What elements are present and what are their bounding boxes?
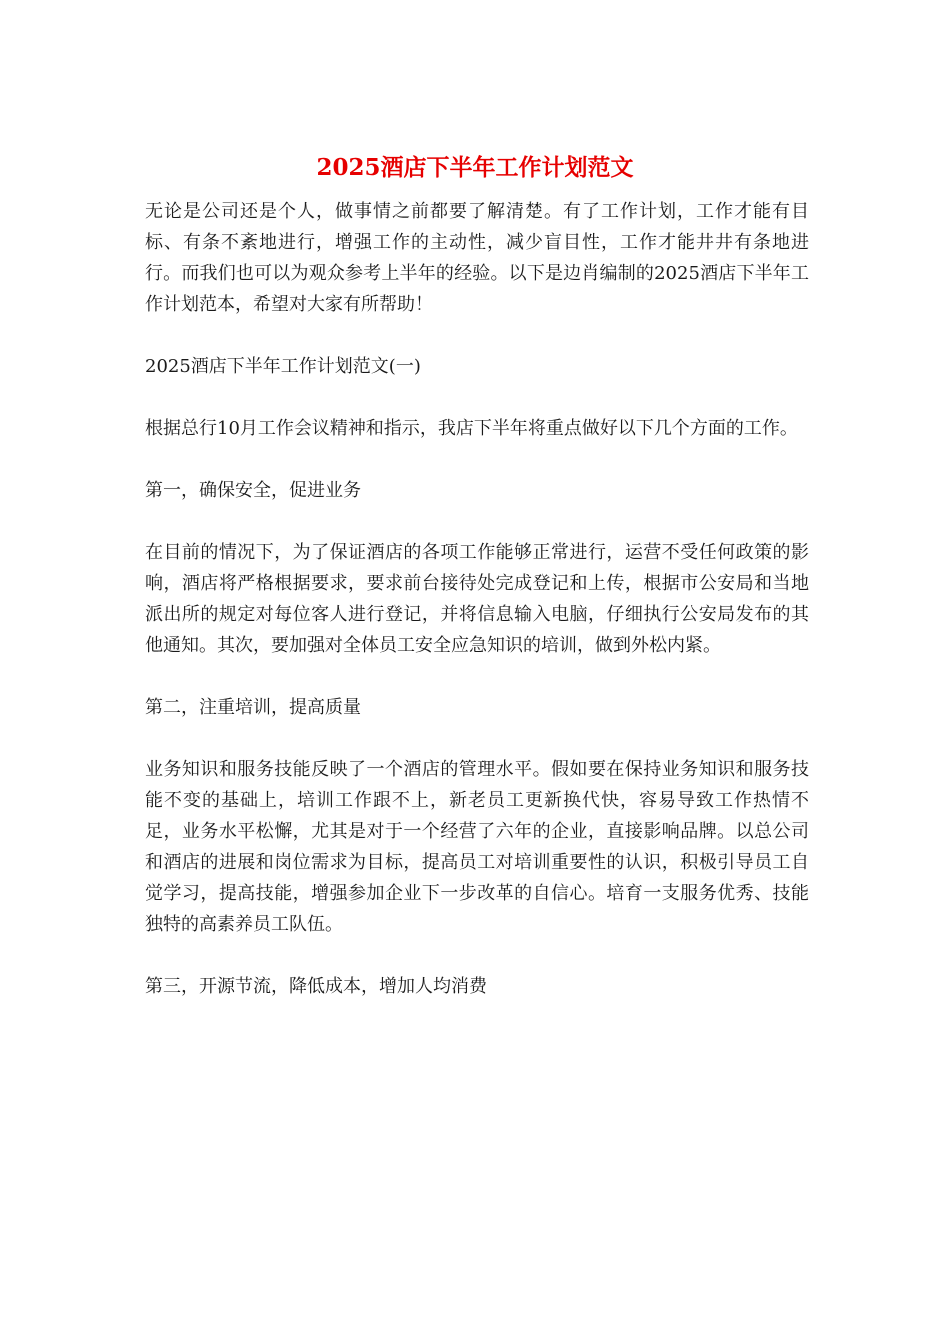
document-body: [145, 196, 809, 1033]
section-heading: 第一，确保安全，促进业务: [145, 480, 361, 501]
document-title: 2025酒店下半年工作计划范文: [316, 154, 634, 181]
body-paragraph: 在目前的情况下，为了保证酒店的各项工作能够正常进行，运营不受任何政策的影响，酒店将严格根据要求，要求前台接待处完成登记和上传，根据市公安局和当地派出所的规定对每位客人进行登记，并将信息输入电脑，仔细执行公安局发布的其他通知。其次，要加强对全体员工安全应急知识的培训，做到外松内紧。: [145, 542, 809, 656]
body-paragraph: 业务知识和服务技能反映了一个酒店的管理水平。假如要在保持业务知识和服务技能不变的基础上，培训工作跟不上，新老员工更新换代快，容易导致工作热情不足，业务水平松懈，尤其是对于一个经营了六年的企业，直接影响品牌。以总公司和酒店的进展和岗位需求为目标，提高员工对培训重要性的认识，积极引导员工自觉学习，提高技能，增强参加企业下一步改革的自信心。培育一支服务优秀、技能独特的高素养员工队伍。: [145, 759, 809, 935]
section-heading: 第三，开源节流，降低成本，增加人均消费: [145, 976, 487, 997]
intro-paragraph: 无论是公司还是个人，做事情之前都要了解清楚。有了工作计划，工作才能有目标、有条不紊地进行，增强工作的主动性，减少盲目性，工作才能井井有条地进行。而我们也可以为观众参考上半年的经验。以下是边肖编制的2025酒店下半年工作计划范本，希望对大家有所帮助！: [145, 201, 809, 315]
section-heading: 2025酒店下半年工作计划范文(一): [145, 356, 421, 377]
body-paragraph: 根据总行10月工作会议精神和指示，我店下半年将重点做好以下几个方面的工作。: [145, 418, 798, 439]
section-heading: 第二，注重培训，提高质量: [145, 697, 361, 718]
